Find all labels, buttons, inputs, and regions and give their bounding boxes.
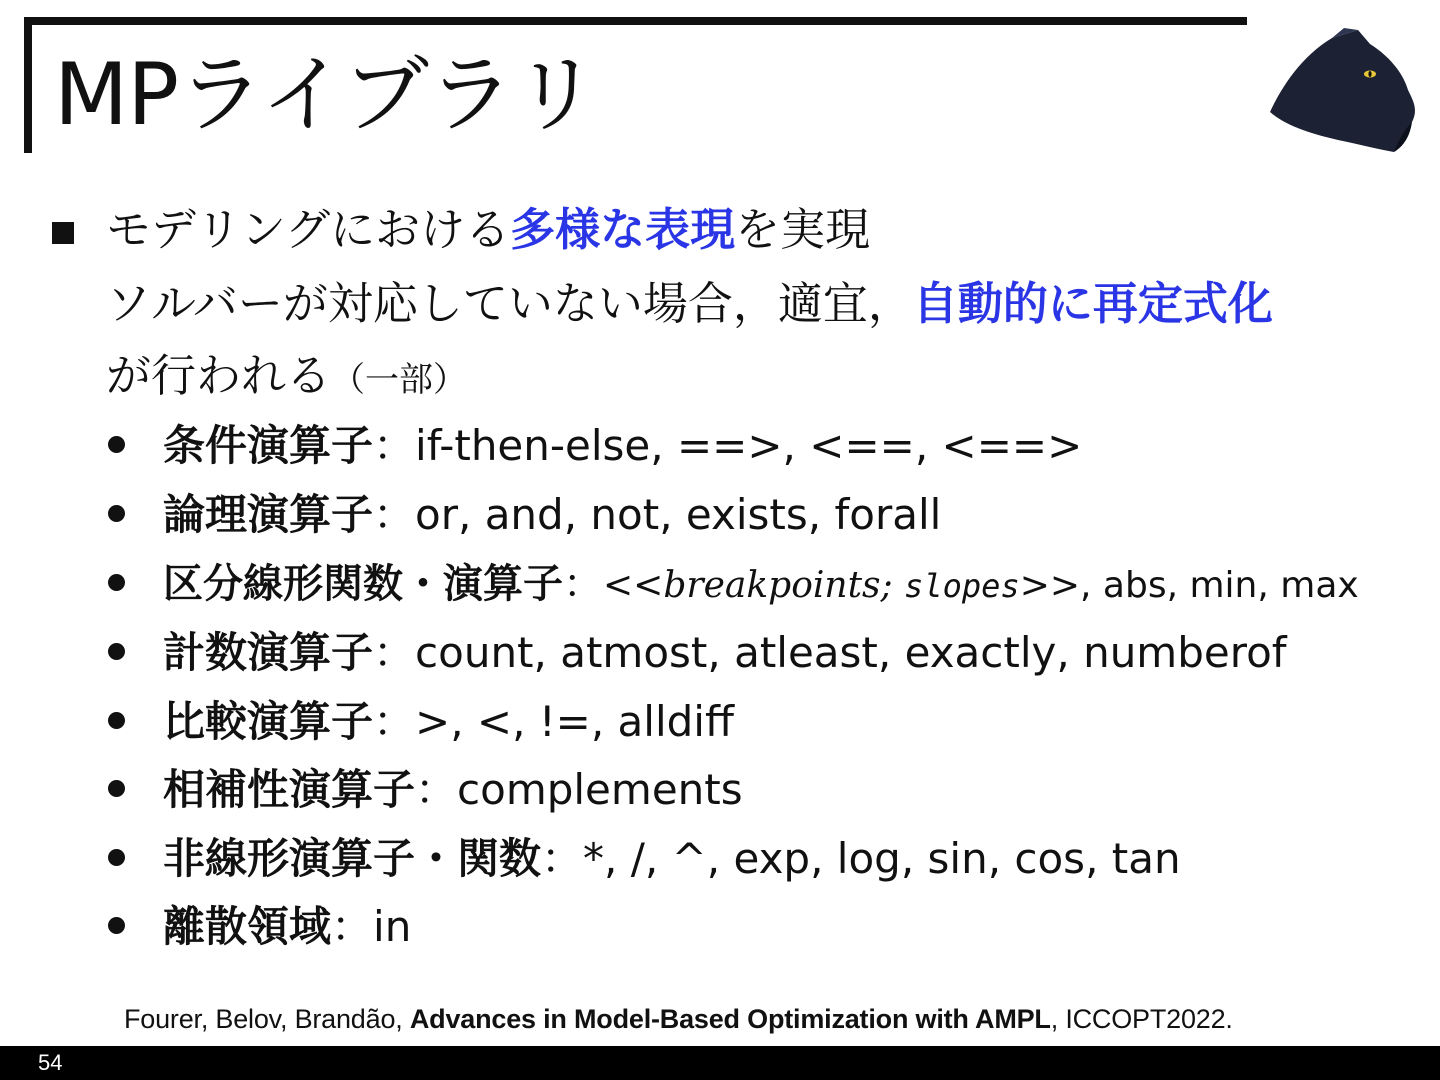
- item-term: 計数演算子: [163, 628, 374, 677]
- list-item: [108, 420, 1082, 472]
- item-separator: ：: [373, 490, 416, 539]
- text-segment: が行われる: [106, 349, 332, 402]
- bullet-dot-icon: [108, 436, 125, 453]
- breakpoints-math: breakpoints: [663, 565, 881, 606]
- bullet-dot-icon: [108, 574, 125, 591]
- item-separator: ：: [373, 421, 416, 470]
- item-term: 論理演算子: [163, 490, 374, 539]
- citation: [124, 1002, 1233, 1036]
- item-term: 非線形演算子・関数: [163, 834, 542, 883]
- bullet-dot-icon: [108, 505, 125, 522]
- panther-head-icon: [1262, 26, 1420, 158]
- list-item: [108, 627, 1287, 679]
- list-item: [108, 764, 743, 816]
- footer-bar: [0, 1046, 1440, 1080]
- item-separator: ：: [563, 561, 603, 607]
- bullet-dot-icon: [108, 643, 125, 660]
- item-description: ;: [880, 565, 905, 606]
- item-description: >, <, !=, alldiff: [415, 697, 734, 746]
- item-separator: ：: [373, 697, 416, 746]
- item-term: 区分線形関数・演算子: [163, 561, 563, 607]
- item-term: 離散領域: [163, 902, 332, 951]
- item-description: complements: [457, 765, 743, 814]
- bullet-dot-icon: [108, 712, 125, 729]
- item-description: <<: [603, 565, 664, 606]
- citation-authors: Fourer, Belov, Brandão,: [124, 1004, 410, 1034]
- bullet-dot-icon: [108, 917, 125, 934]
- emphasis-text: 多様な表現: [510, 203, 736, 256]
- main-bullet-line-3: [106, 348, 467, 408]
- item-term: 相補性演算子: [163, 765, 416, 814]
- list-item: [108, 489, 941, 541]
- text-segment: モデリングにおける: [106, 203, 511, 256]
- item-term: 比較演算子: [163, 697, 374, 746]
- item-description: if-then-else, ==>, <==, <==>: [415, 421, 1083, 470]
- slide-title: MPライブラリ: [54, 45, 598, 145]
- main-bullet-line-2: [106, 276, 1273, 332]
- title-frame-left: [24, 17, 32, 153]
- item-description: *, /, ^, exp, log, sin, cos, tan: [583, 834, 1181, 883]
- item-separator: ：: [415, 765, 458, 814]
- emphasis-text: 自動的に再定式化: [912, 277, 1273, 330]
- item-separator: ：: [331, 902, 374, 951]
- item-description: >>, abs, min, max: [1019, 565, 1359, 606]
- citation-title: Advances in Model-Based Optimization with AMPL: [409, 1004, 1051, 1034]
- title-frame-top: [24, 17, 1247, 25]
- main-bullet-square: [52, 222, 74, 244]
- bullet-dot-icon: [108, 780, 125, 797]
- list-item: [108, 696, 734, 748]
- main-bullet-line-1: [106, 202, 870, 258]
- item-description: or, and, not, exists, forall: [415, 490, 942, 539]
- list-item: [108, 901, 411, 953]
- page-number: 54: [38, 1050, 63, 1075]
- note-text: （一部）: [331, 360, 468, 400]
- citation-venue: , ICCOPT2022.: [1050, 1004, 1233, 1034]
- item-separator: ：: [373, 628, 416, 677]
- item-description: in: [373, 902, 412, 951]
- list-item: [108, 558, 1359, 612]
- text-segment: を実現: [735, 203, 871, 256]
- item-description: count, atmost, atleast, exactly, numberof: [415, 628, 1287, 677]
- item-term: 条件演算子: [163, 421, 374, 470]
- bullet-dot-icon: [108, 849, 125, 866]
- list-item: [108, 833, 1181, 885]
- item-separator: ：: [541, 834, 584, 883]
- slopes-code: slopes: [904, 567, 1020, 605]
- text-segment: ソルバーが対応していない場合，適宜，: [106, 277, 913, 330]
